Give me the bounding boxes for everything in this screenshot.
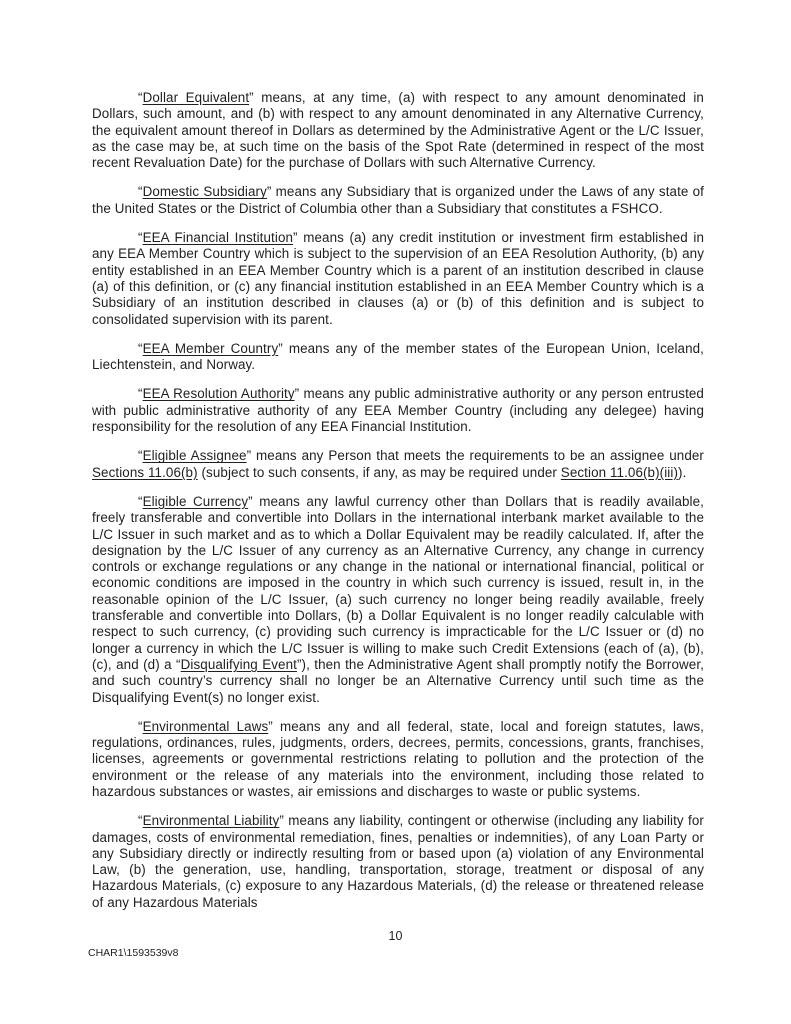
page-number: 10 [388,929,403,943]
text-run: “ [138,718,143,734]
text-run: ” means any public administrative authority or any person entrusted with public administrative authority of any EEA Member Country (including any delegee) having responsibility for the resolution of any EEA Financial Institution. [92,386,704,435]
doc-control-number: CHAR1\1593539v8 [88,947,179,959]
paragraph [92,719,704,800]
defined-term: Dollar Equivalent [142,90,250,105]
text-run: ” means, at any time, (a) with respect to any amount denominated in Dollars, such amount, and (b) with respect to any amount denominated in any Alternative Currency, the equivalent amount thereof in Dollars as determined by the Administrative Agent or the L/C Issuer, as the case may be, at such time on the basis of the Spot Rate (determined in respect of the most recent Revaluation Date) for the purchase of Dollars with such Alternative Currency. [92,90,704,171]
defined-term: EEA Member Country [142,340,279,356]
paragraph [92,230,704,328]
defined-term: Eligible Assignee [142,448,247,464]
defined-term: Environmental Laws [142,718,269,734]
paragraph [92,813,704,911]
text-run: “ [138,90,143,105]
paragraph [92,494,704,706]
defined-term: EEA Resolution Authority [142,386,295,402]
document-body [92,90,704,911]
text-run: ” means any lawful currency other than Dollars that is readily available, freely transferable and convertible into Dollars in the international interbank market available to the L/C Issuer in such market and as to which a Dollar Equivalent may be readily calculated. If, after the designation by the L/C Issuer of any currency as an Alternative Currency, any change in currency controls or exchange regulations or any change in the national or international financial, political or economic conditions are imposed in the country in which such currency is issued, result in, in the reasonable opinion of the L/C Issuer, (a) such currency no longer being readily available, freely transferable and convertible into Dollars, (b) a Dollar Equivalent is no longer readily calculable with respect to such currency, (c) providing such currency is impracticable for the L/C Issuer or (d) no longer a currency in which the L/C Issuer is willing to make such Credit Extensions (each of (a), (b), (c), and (d) a “ [92,493,705,672]
paragraph [92,386,704,435]
paragraph [92,90,704,171]
paragraph [92,341,704,374]
text-run: “ [138,184,143,200]
text-run: ” means any Person that meets the requirements to be an assignee under [246,448,704,464]
text-run: ” means any liability, contingent or otherwise (including any liability for damages, costs of environmental remediation, fines, penalties or indemnities), of any Loan Party or any Subsidiary directly or indirectly resulting from or based upon (a) violation of any Environmental Law, (b) the generation, use, handling, transportation, storage, treatment or disposal of any Hazardous Materials, (c) exposure to any Hazardous Materials, (d) the release or threatened release of any Hazardous Materials [92,813,704,910]
text-run: “ [138,448,143,464]
defined-term: EEA Financial Institution [142,230,294,246]
text-run: ” means any and all federal, state, local and foreign statutes, laws, regulations, ordinances, rules, judgments, orders, decrees, permits, concessions, grants, franchises, licenses, agreements or governmental restrictions relating to pollution and the protection of the environment or the release of any materials into the environment, including those related to hazardous substances or wastes, air emissions and discharges to waste or public systems. [92,718,704,799]
defined-term: Section 11.06(b)(iii) [560,464,679,480]
text-run: ” means any Subsidiary that is organized under the Laws of any state of the United States or the District of Columbia other than a Subsidiary that constitutes a FSHCO. [92,184,705,216]
defined-term: Disqualifying Event [180,656,297,672]
defined-term: Eligible Currency [142,493,249,509]
text-run: ). [678,464,687,480]
text-run: “ [138,386,143,402]
text-run: “ [138,813,143,829]
definitions-section [92,90,704,911]
paragraph [92,448,704,481]
defined-term: Domestic Subsidiary [142,184,267,200]
text-run: ” means (a) any credit institution or investment firm established in any EEA Member Country which is subject to the supervision of an EEA Resolution Authority, (b) any entity established in an EEA Member Country which is a parent of an institution described in clause (a) of this definition, or (c) any financial institution established in an EEA Member Country which is a Subsidiary of an institution described in clauses (a) or (b) of this definition and is subject to consolidated supervision with its parent. [92,230,704,327]
text-run: ”), then the Administrative Agent shall promptly notify the Borrower, and such country’s currency shall no longer be an Alternative Currency until such time as the Disqualifying Event(s) no longer exist. [92,656,704,705]
text-run: “ [138,493,143,509]
text-run: “ [138,340,143,356]
text-run: “ [138,230,143,246]
defined-term: Environmental Liability [142,813,280,829]
text-run: (subject to such consents, if any, as may be required under [197,464,561,480]
defined-term: Sections 11.06(b) [92,464,198,480]
paragraph [92,184,704,217]
text-run: ” means any of the member states of the European Union, Iceland, Liechtenstein, and Norway. [92,340,704,373]
